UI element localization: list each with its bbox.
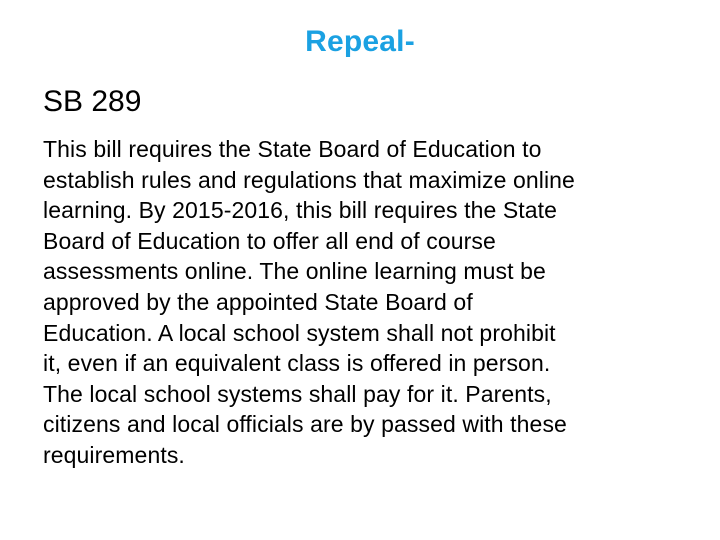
body-line: This bill requires the State Board of Education to (43, 136, 542, 162)
body-line: it, even if an equivalent class is offered in person. (43, 350, 551, 377)
body-line: The local school systems shall pay for it. Parents, (43, 380, 552, 407)
bill-description (43, 134, 673, 471)
body-line: establish rules and regulations that maximize online (43, 166, 575, 193)
body-line: Education. A local school system shall not prohibit (43, 319, 556, 346)
body-line: learning. By 2015-2016, this bill requires the State (43, 197, 558, 224)
body-line: citizens and local officials are by passed with these (43, 411, 567, 438)
body-line: approved by the appointed State Board of (43, 288, 473, 315)
bill-number: SB 289 (43, 85, 142, 118)
slide-heading: Repeal- (305, 25, 415, 58)
body-line: Board of Education to offer all end of course (43, 227, 496, 254)
body-line: requirements. (43, 441, 185, 468)
body-line: assessments online. The online learning must be (43, 258, 546, 285)
